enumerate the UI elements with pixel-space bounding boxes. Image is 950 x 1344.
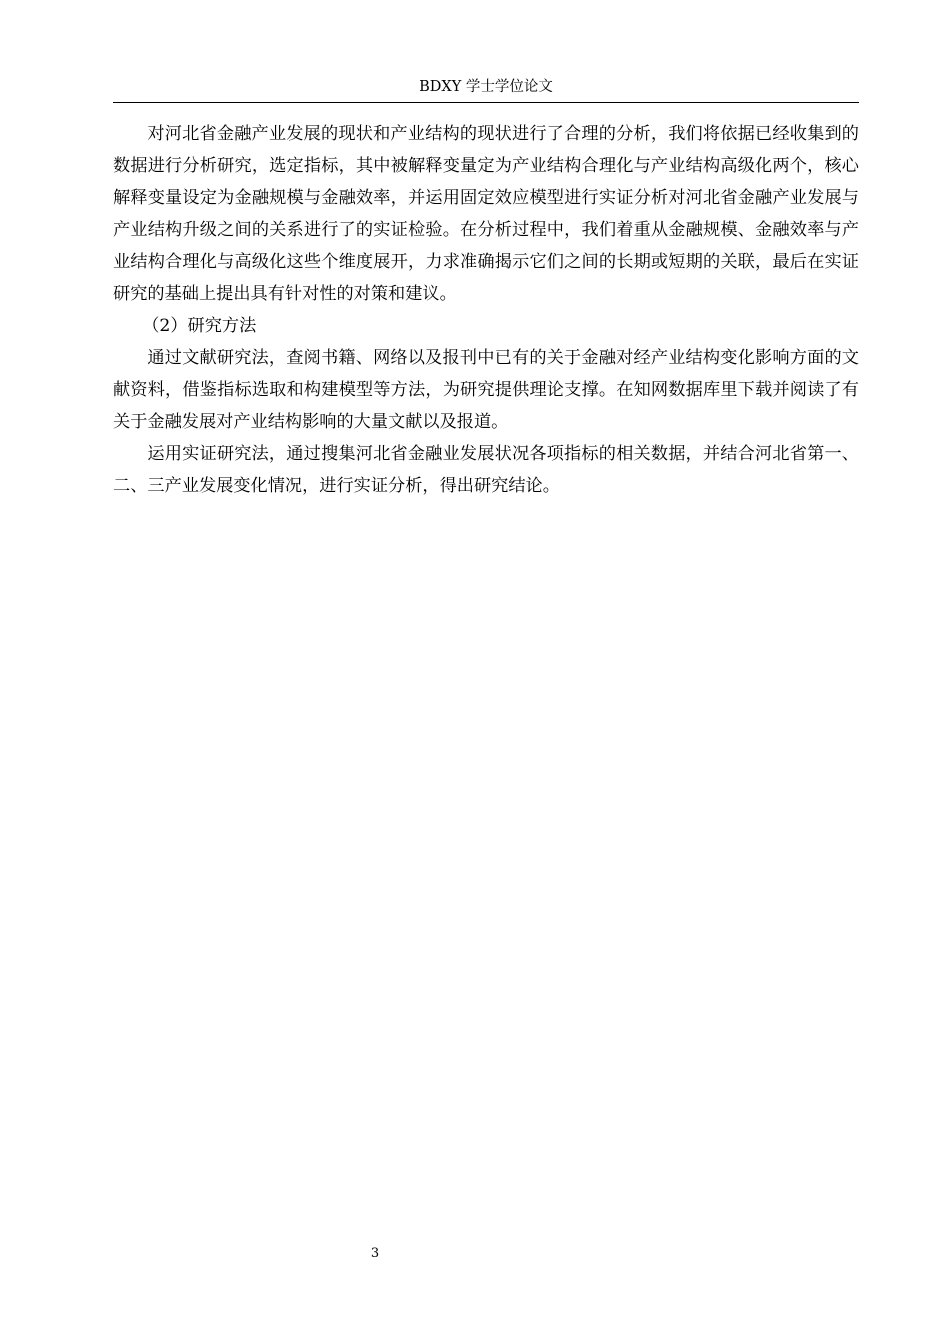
header-title: BDXY 学士学位论文 [419, 79, 553, 95]
paragraph-literature-method: 通过文献研究法，查阅书籍、网络以及报刊中已有的关于金融对经产业结构变化影响方面的文献资料，借鉴指标选取和构建模型等方法，为研究提供理论支撑。在知网数据库里下载并阅读了有关于金融发展对产业结构影响的大量文献以及报道。 [113, 348, 859, 432]
body-text [113, 118, 859, 502]
running-header [113, 76, 859, 103]
paragraph-analysis-overview: 对河北省金融产业发展的现状和产业结构的现状进行了合理的分析，我们将依据已经收集到的数据进行分析研究，选定指标，其中被解释变量定为产业结构合理化与产业结构高级化两个，核心解释变量设定为金融规模与金融效率，并运用固定效应模型进行实证分析对河北省金融产业发展与产业结构升级之间的关系进行了的实证检验。在分析过程中，我们着重从金融规模、金融效率与产业结构合理化与高级化这些个维度展开，力求准确揭示它们之间的长期或短期的关联，最后在实证研究的基础上提出具有针对性的对策和建议。 [113, 124, 859, 304]
paragraph-empirical-method: 运用实证研究法，通过搜集河北省金融业发展状况各项指标的相关数据，并结合河北省第一、二、三产业发展变化情况，进行实证分析，得出研究结论。 [113, 444, 859, 496]
section-subheading-research-methods: （2）研究方法 [142, 316, 257, 336]
page-number: 3 [370, 1246, 380, 1261]
